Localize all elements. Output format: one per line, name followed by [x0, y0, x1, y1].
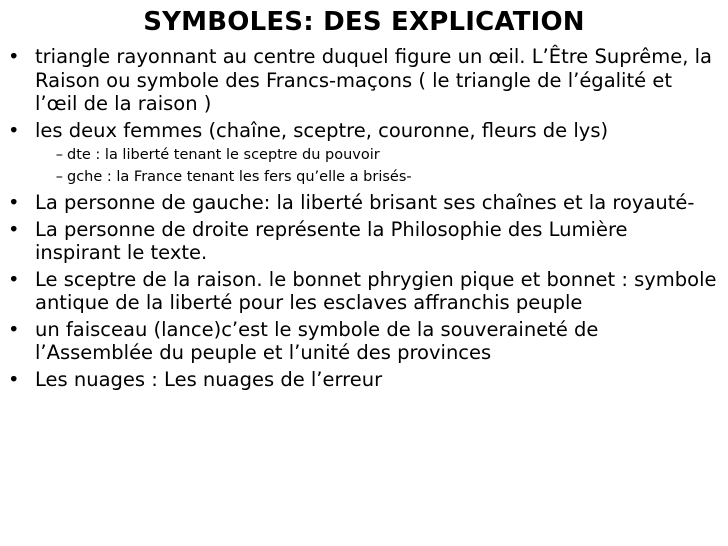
bullet-icon: • — [8, 367, 20, 391]
bullet-text: La personne de gauche: la liberté brisant ses chaînes et la royauté- — [35, 191, 695, 214]
bullet-text: les deux femmes (chaîne, sceptre, couronne, fleurs de lys) — [35, 118, 609, 142]
sub-bullet-list — [35, 144, 718, 188]
sub-bullet-item — [35, 166, 718, 188]
bullet-item — [6, 191, 718, 215]
sub-bullet-item — [35, 144, 718, 166]
bullet-text: La personne de droite représente la Philosophie des Lumière inspirant le texte. — [35, 217, 628, 264]
bullet-icon: • — [8, 118, 20, 142]
bullet-icon: • — [8, 191, 20, 214]
dash-icon: – — [55, 169, 63, 185]
bullet-item — [6, 318, 718, 365]
bullet-icon: • — [8, 317, 20, 341]
bullet-item — [6, 45, 718, 116]
bullet-text: triangle rayonnant au centre duquel figure un œil. L’Être Suprême, la Raison ou symbole des Francs-maçons ( le triangle de l’égalité et l’œil de la raison ) — [35, 45, 712, 115]
bullet-text: Le sceptre de la raison. le bonnet phrygien pique et bonnet : symbole antique de la liberté pour les esclaves affranchis peuple — [35, 267, 717, 314]
bullet-list — [6, 45, 718, 394]
dash-icon: – — [55, 147, 63, 163]
sub-bullet-text: gche : la France tenant les fers qu’elle a brisés- — [67, 169, 412, 185]
bullet-item — [6, 119, 718, 189]
sub-bullet-text: dte : la liberté tenant le sceptre du pouvoir — [67, 147, 380, 163]
bullet-item — [6, 268, 718, 315]
bullet-item — [6, 368, 718, 392]
bullet-icon: • — [8, 267, 20, 291]
bullet-icon: • — [8, 45, 20, 68]
bullet-text: un faisceau (lance)c’est le symbole de la souveraineté de l’Assemblée du peuple et l’unité des provinces — [35, 317, 599, 364]
slide-title: SYMBOLES: DES EXPLICATION — [143, 7, 585, 37]
bullet-item — [6, 218, 718, 265]
bullet-text: Les nuages : Les nuages de l’erreur — [35, 367, 383, 391]
bullet-icon: • — [8, 217, 20, 241]
